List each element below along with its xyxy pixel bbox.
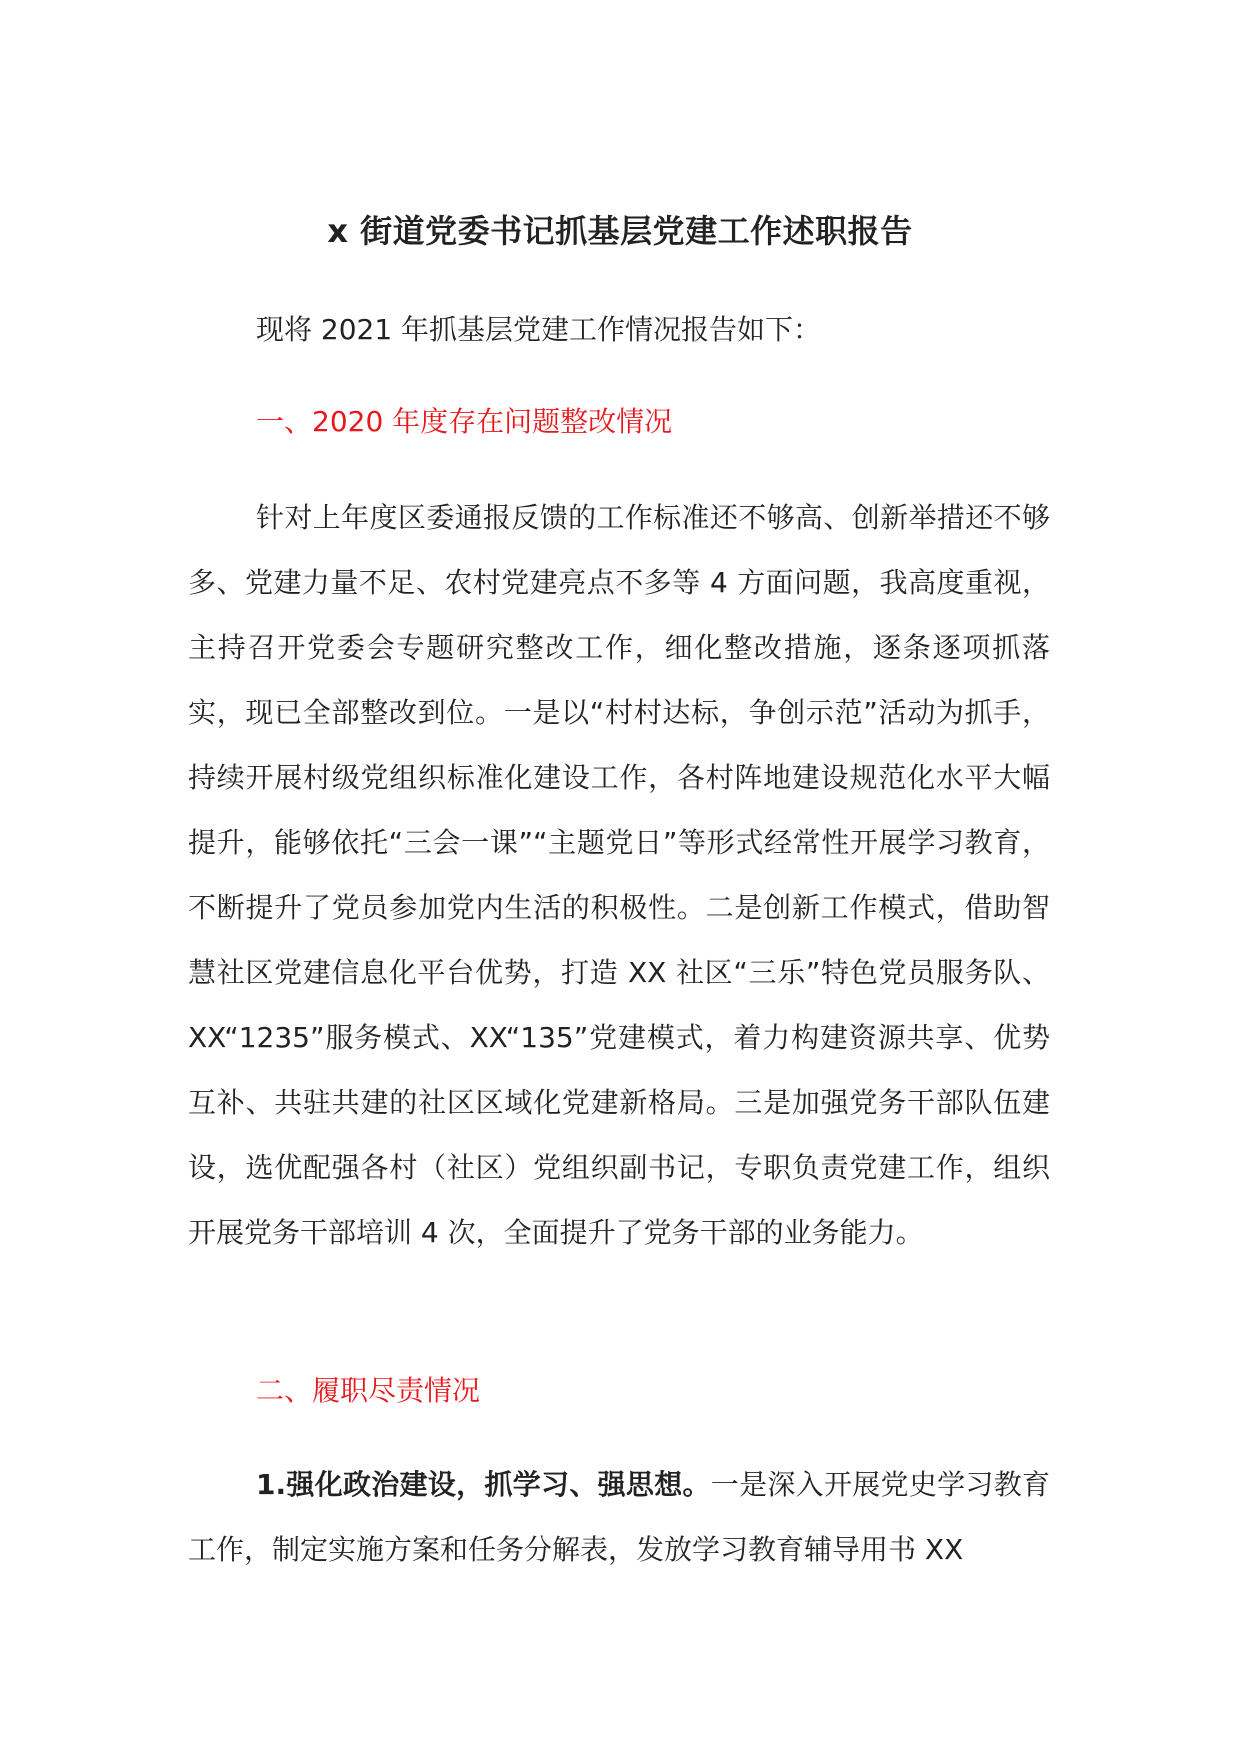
section-2-item-1-lead: 1.强化政治建设，抓学习、强思想。: [256, 1468, 711, 1501]
section-1-paragraph: 针对上年度区委通报反馈的工作标准还不够高、创新举措还不够多、党建力量不足、农村党建亮点不多等 4 方面问题，我高度重视，主持召开党委会专题研究整改工作，细化整改措施，逐条逐项抓落实，现已全部整改到位。一是以“村村达标，争创示范”活动为抓手，持续开展村级党组织标准化建设工作，各村阵地建设规范化水平大幅提升，能够依托“三会一课”“主题党日”等形式经常性开展学习教育，不断提升了党员参加党内生活的积极性。二是创新工作模式，借助智慧社区党建信息化平台优势，打造 XX 社区“三乐”特色党员服务队、XX“1235”服务模式、XX“135”党建模式，着力构建资源共享、优势互补、共驻共建的社区区域化党建新格局。三是加强党务干部队伍建设，选优配强各村（社区）党组织副书记，专职负责党建工作，组织开展党务干部培训 4 次，全面提升了党务干部的业务能力。: [188, 501, 1050, 1249]
section-2-item-1-text: 一是深入开展党史学习教育工作，制定实施方案和任务分解表，发放学习教育辅导用书 XX: [188, 1468, 1050, 1566]
intro-paragraph: 现将 2021 年抓基层党建工作情况报告如下：: [256, 313, 822, 346]
document-title: x 街道党委书记抓基层党建工作述职报告: [327, 212, 913, 250]
section-2-heading: 二、履职尽责情况: [256, 1374, 481, 1407]
section-2-item-1-paragraph: [188, 1452, 1050, 1582]
section-1-heading: 一、2020 年度存在问题整改情况: [256, 405, 673, 438]
